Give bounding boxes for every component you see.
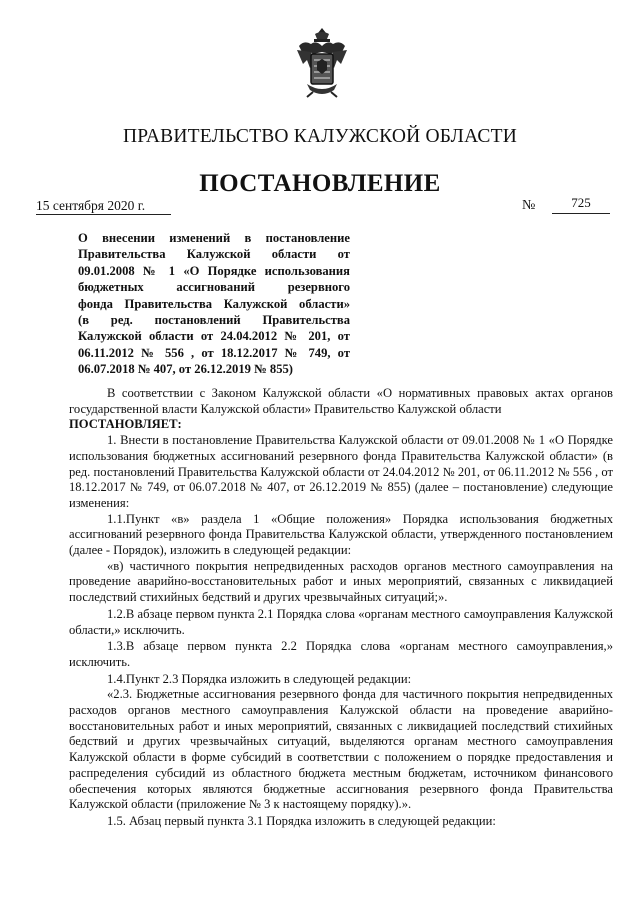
body-paragraph: 1. Внести в постановление Правительства Калужской области от 09.01.2008 № 1 «О Порядке использования бюджетных ассигнований резервного фонда Правительства Калужской области» (в ред. постановлений Правительства Калужской области от 24.04.2012 № 201, от 06.11.2012 № 556 , от 18.12.2017 № 749, от 06.07.2018 № 407, от 26.12.2019 № 855) (далее – постановление) следующие изменения: xyxy=(69,433,613,510)
body-paragraph: 1.5. Абзац первый пункта 3.1 Порядка изложить в следующей редакции: xyxy=(107,813,496,828)
date-underline xyxy=(36,214,171,215)
document-body xyxy=(69,386,613,830)
body-paragraph: 1.2.В абзаце первом пункта 2.1 Порядка слова «органам местного самоуправления Калужской области,» исключить. xyxy=(69,606,613,637)
body-paragraph: 1.1.Пункт «в» раздела 1 «Общие положения» Порядка использования бюджетных ассигнований резервного фонда Правительства Калужской области, утвержденного постановлением (далее - Порядок), изложить в следующей редакции: xyxy=(69,511,613,558)
coat-of-arms-emblem xyxy=(295,26,349,98)
government-name: ПРАВИТЕЛЬСТВО КАЛУЖСКОЙ ОБЛАСТИ xyxy=(123,126,517,147)
body-paragraph: «2.3. Бюджетные ассигнования резервного фонда для частичного покрытия непредвиденных расходов органов местного самоуправления Калужской области на проведение аварийно-восстановительных работ и иных мероприятий, связанных с ликвидацией последствий стихийных бедствий и других чрезвычайных ситуаций, выделяются органам местного самоуправления Калужской области в форме субсидий в соответствии с положением о порядке предоставления и распределения субсидий из областного бюджета местным бюджетам, источником финансового обеспечения которых являются бюджетные ассигнования резервного фонда Правительства Калужской области (приложение № 3 к настоящему порядку).». xyxy=(69,687,613,812)
title-line: 06.11.2012 № 556 , от 18.12.2017 № 749, от xyxy=(78,345,350,360)
title-line: 06.07.2018 № 407, от 26.12.2019 № 855) xyxy=(78,362,293,377)
title-line: 09.01.2008 № 1 «О Порядке использования xyxy=(78,263,350,278)
title-line: Калужской области от 24.04.2012 № 201, от xyxy=(78,329,350,344)
title-line: Правительства Калужской области от xyxy=(78,247,350,262)
body-paragraph: 1.4.Пункт 2.3 Порядка изложить в следующей редакции: xyxy=(107,671,412,686)
title-line: О внесении изменений в постановление xyxy=(78,231,350,245)
decree-word: ПОСТАНОВЛЯЕТ: xyxy=(69,417,182,432)
document-number: 725 xyxy=(552,195,610,214)
title-line: бюджетных ассигнований резервного xyxy=(78,280,350,295)
document-date: 15 сентября 2020 г. xyxy=(36,198,146,213)
title-line: фонда Правительства Калужской области» xyxy=(78,296,350,311)
body-paragraph: «в) частичного покрытия непредвиденных расходов органов местного самоуправления на проведение аварийно-восстановительных работ и иных мероприятий, связанных с ликвидацией последствий стихийных бедствий и других чрезвычайных ситуаций;». xyxy=(69,558,613,605)
title-line: (в ред. постановлений Правительства xyxy=(78,313,350,328)
document-title xyxy=(78,230,350,378)
number-label: № xyxy=(522,198,536,213)
preamble-paragraph: В соответствии с Законом Калужской области «О нормативных правовых актах органов государственной власти Калужской области» Правительство Калужской области xyxy=(69,386,613,416)
document-type: ПОСТАНОВЛЕНИЕ xyxy=(199,170,441,197)
body-paragraph: 1.3.В абзаце первом пункта 2.2 Порядка слова «органам местного самоуправления,» исключить. xyxy=(69,639,613,669)
